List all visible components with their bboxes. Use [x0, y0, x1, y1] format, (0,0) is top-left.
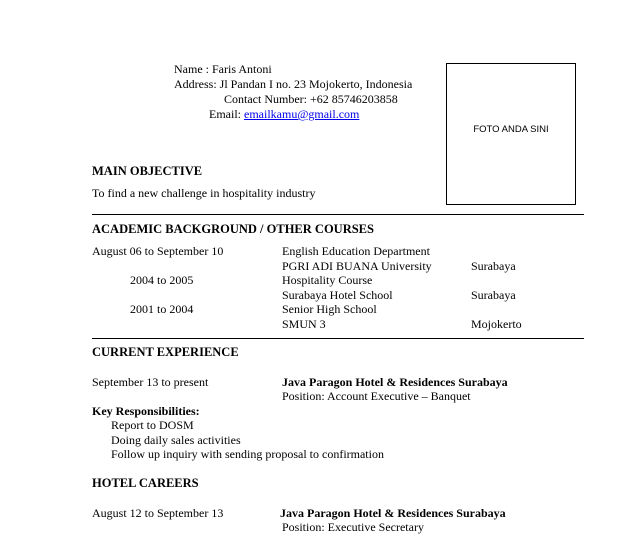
hotel-careers-heading: HOTEL CAREERS [92, 476, 199, 490]
photo-placeholder [446, 63, 576, 205]
contact-line: Contact Number: +62 85746203858 [224, 92, 398, 106]
email-line [209, 107, 359, 121]
section-divider [92, 338, 584, 339]
current-experience-heading: CURRENT EXPERIENCE [92, 345, 239, 359]
current-position: Position: Account Executive – Banquet [282, 389, 471, 403]
academic-period: 2001 to 2004 [130, 302, 194, 316]
academic-line: Surabaya Hotel School [282, 288, 393, 302]
academic-city: Mojokerto [471, 317, 522, 331]
section-divider [92, 214, 584, 215]
academic-period: August 06 to September 10 [92, 244, 224, 258]
responsibility-item: Follow up inquiry with sending proposal to confirmation [111, 447, 384, 461]
academic-city: Surabaya [471, 259, 516, 273]
objective-heading: MAIN OBJECTIVE [92, 164, 203, 178]
responsibilities-heading: Key Responsibilities: [92, 404, 200, 418]
academic-line: English Education Department [282, 244, 430, 258]
careers-position: Position: Executive Secretary [282, 520, 424, 534]
academic-line: SMUN 3 [282, 317, 326, 331]
academic-line: Hospitality Course [282, 273, 373, 287]
careers-period: August 12 to September 13 [92, 506, 224, 520]
email-link[interactable]: emailkamu@gmail.com [244, 107, 360, 121]
objective-text: To find a new challenge in hospitality industry [92, 186, 316, 200]
current-company: Java Paragon Hotel & Residences Surabaya [282, 375, 508, 389]
address-line: Address: Jl Pandan I no. 23 Mojokerto, Indonesia [174, 77, 413, 91]
academic-line: PGRI ADI BUANA University [282, 259, 432, 273]
name-line: Name : Faris Antoni [174, 62, 272, 76]
current-period: September 13 to present [92, 375, 209, 389]
email-label: Email: [209, 107, 241, 121]
academic-heading: ACADEMIC BACKGROUND / OTHER COURSES [92, 222, 374, 236]
academic-line: Senior High School [282, 302, 377, 316]
responsibility-item: Report to DOSM [111, 418, 194, 432]
academic-period: 2004 to 2005 [130, 273, 194, 287]
responsibility-item: Doing daily sales activities [111, 433, 241, 447]
academic-city: Surabaya [471, 288, 516, 302]
photo-label: FOTO ANDA SINI [473, 124, 549, 135]
careers-company: Java Paragon Hotel & Residences Surabaya [280, 506, 506, 520]
